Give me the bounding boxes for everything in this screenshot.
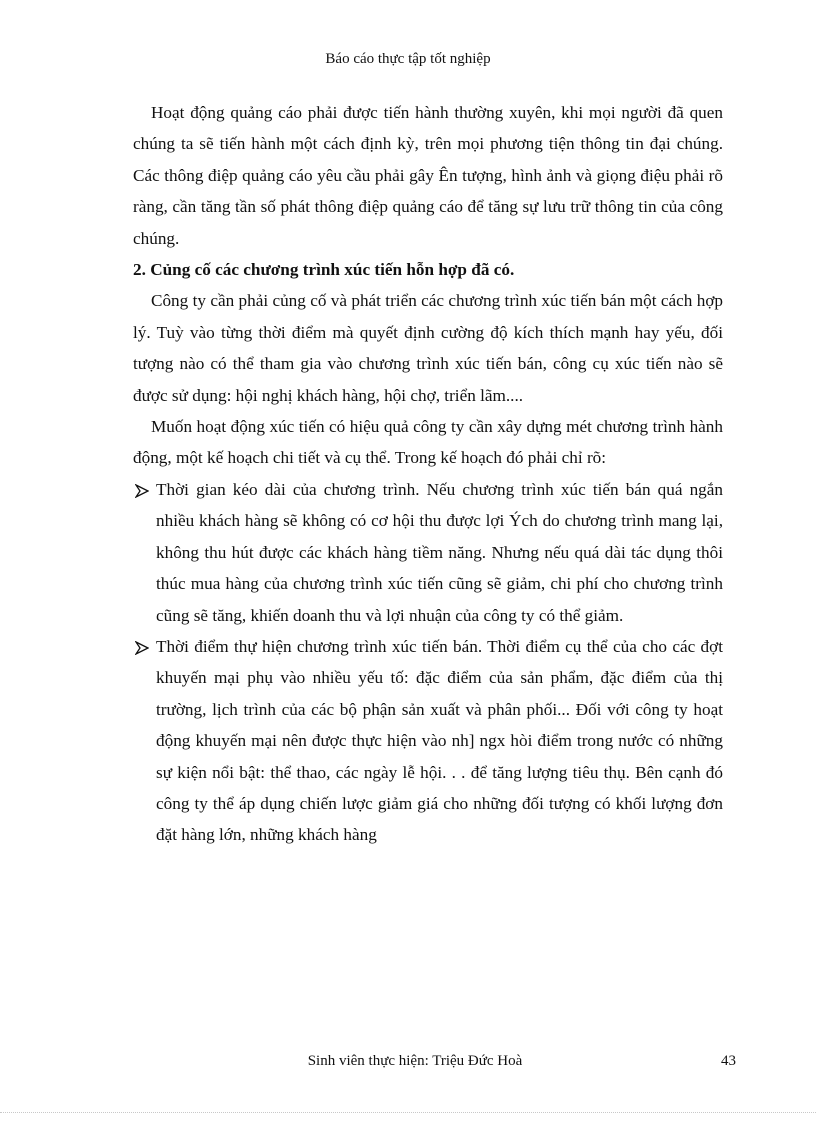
section-heading: 2. Củng cố các chương trình xúc tiến hỗn hợp đã có. (133, 260, 515, 280)
page-bottom-divider (0, 1112, 816, 1113)
bullet-item-duration (133, 474, 723, 631)
bullet-item-timing (133, 631, 723, 851)
page-number: 43 (721, 1053, 736, 1069)
arrow-bullet-icon (135, 641, 149, 655)
paragraph-plan: Muốn hoạt động xúc tiến có hiệu quả công ty cần xây dựng mét chương trình hành động, một kế hoạch chi tiết và cụ thể. Trong kế hoạch đó phải chỉ rõ: (133, 417, 723, 468)
paragraph-advertising: Hoạt động quảng cáo phải được tiến hành thường xuyên, khi mọi người đã quen chúng ta sẽ tiến hành một cách định kỳ, trên mọi phương tiện thông tin đại chúng. Các thông điệp quảng cáo yêu cầu phải gây Ên tượng, hình ảnh và giọng điệu phải rõ ràng, cần tăng tần số phát thông điệp quảng cáo để tăng sự lưu trữ thông tin của công chúng. (133, 103, 723, 248)
arrow-bullet-icon (135, 484, 149, 498)
bullet-text: Thời điểm thự hiện chương trình xúc tiến bán. Thời điểm cụ thể của cho các đợt khuyến mại phụ vào nhiều yếu tố: đặc điểm của sản phẩm, đặc điểm của thị trường, lịch trình của các bộ phận sản xuất và phân phối... Đối với công ty hoạt động khuyến mại nên được thực hiện vào nh] ngx hòi điểm trong nước có những sự kiện nổi bật: thể thao, các ngày lễ hội. . . để tăng lượng tiêu thụ. Bên cạnh đó công ty thể áp dụng chiến lược giảm giá cho những đối tượng có khối lượng đơn đặt hàng lớn, những khách hàng (156, 636, 723, 845)
document-body (133, 97, 723, 851)
page-header: Báo cáo thực tập tốt nghiệp (325, 51, 491, 67)
footer-author: Sinh viên thực hiện: Triệu Đức Hoà (307, 1053, 523, 1069)
bullet-text: Thời gian kéo dài của chương trình. Nếu chương trình xúc tiến bán quá ngắn nhiều khách hàng sẽ không có cơ hội thu được lợi Ých do chương trình mang lại, không thu hút được các khách hàng tiềm năng. Nhưng nếu quá dài tác dụng thôi thúc mua hàng của chương trình xúc tiến cũng sẽ giảm, chi phí cho chương trình cũng sẽ tăng, khiến doanh thu và lợi nhuận của công ty có thể giảm. (156, 479, 723, 625)
paragraph-consolidate: Công ty cần phải củng cố và phát triển các chương trình xúc tiến bán một cách hợp lý. Tuỳ vào từng thời điểm mà quyết định cường độ kích thích mạnh hay yếu, đối tượng nào có thể tham gia vào chương trình xúc tiến bán, công cụ xúc tiến nào sẽ được sử dụng: hội nghị khách hàng, hội chợ, triển lãm.... (133, 291, 723, 405)
